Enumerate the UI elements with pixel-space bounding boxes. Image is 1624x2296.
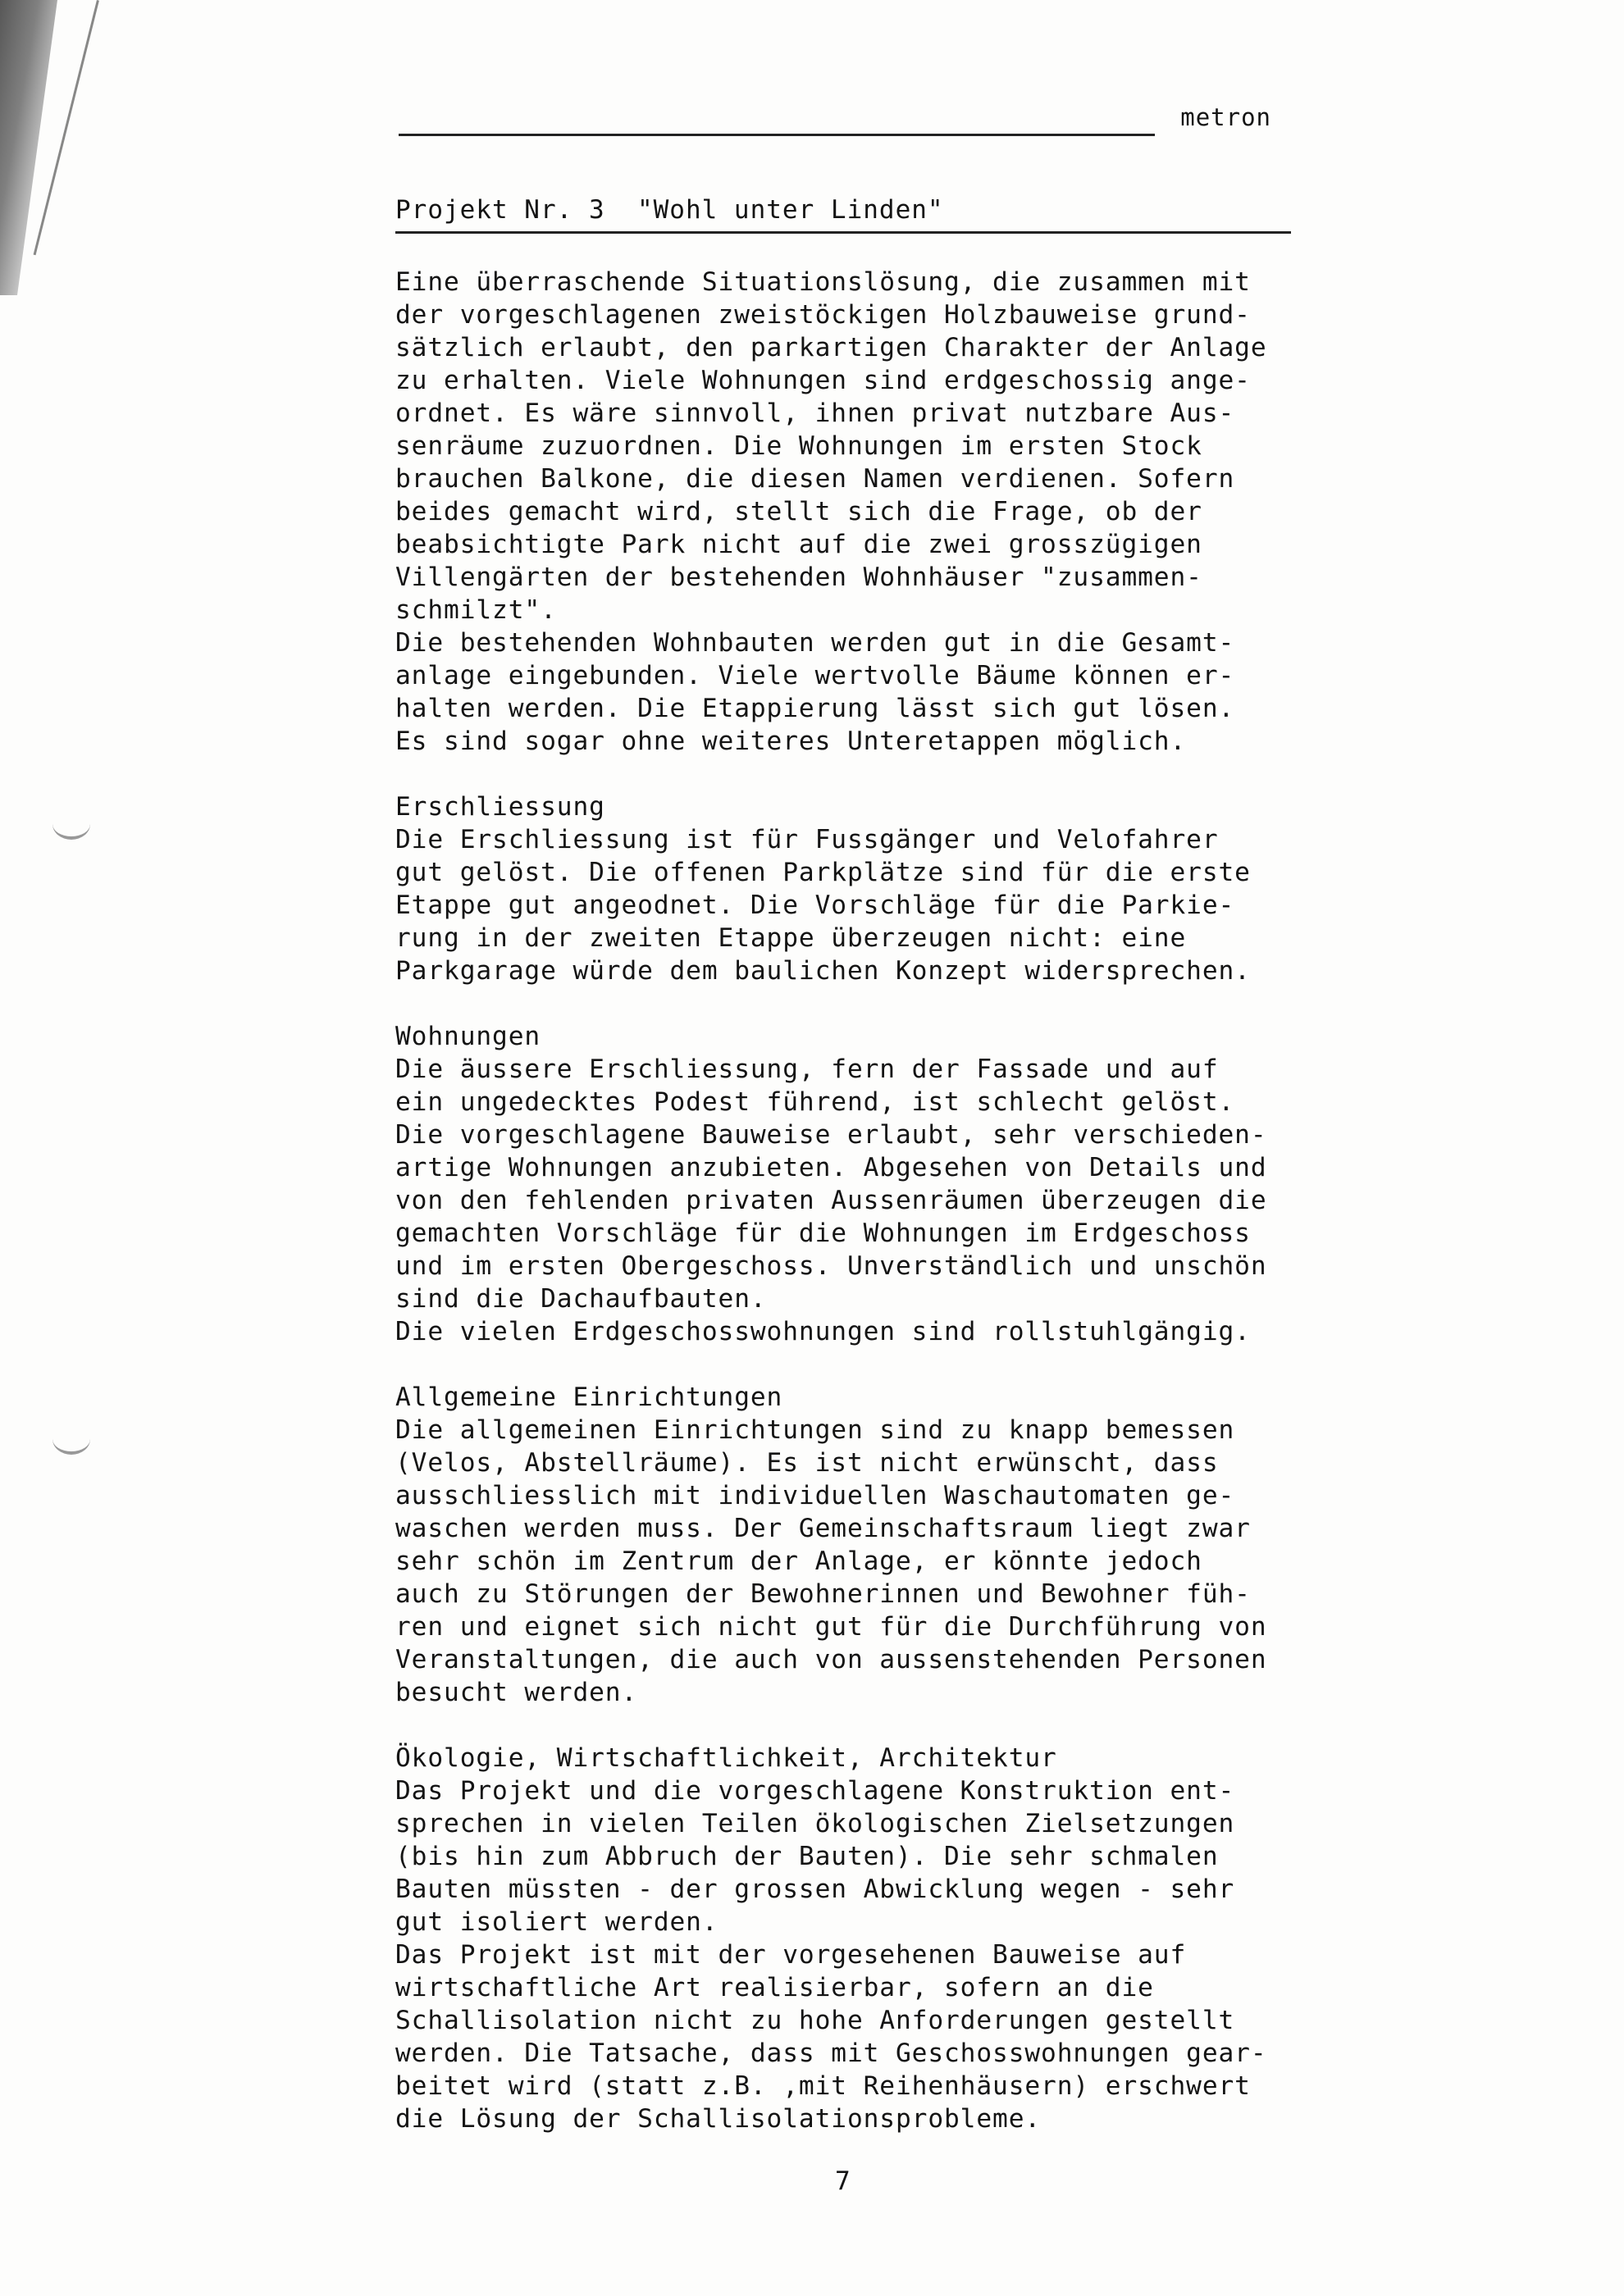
text-line: (Velos, Abstellräume). Es ist nicht erwünscht, dass (395, 1448, 1219, 1478)
text-line: beabsichtigte Park nicht auf die zwei grosszügigen (395, 530, 1202, 559)
text-line: ausschliesslich mit individuellen Waschautomaten ge- (395, 1481, 1235, 1510)
text-line: zu erhalten. Viele Wohnungen sind erdgeschossig ange- (395, 366, 1251, 395)
text-line: sehr schön im Zentrum der Anlage, er könnte jedoch (395, 1547, 1202, 1576)
text-line: anlage eingebunden. Viele wertvolle Bäume können er- (395, 661, 1235, 690)
body-text (395, 266, 1314, 2135)
text-line: waschen werden muss. Der Gemeinschaftsraum liegt zwar (395, 1514, 1251, 1543)
text-line: wirtschaftliche Art realisierbar, sofern an die (395, 1973, 1154, 2002)
text-line: Schallisolation nicht zu hohe Anforderungen gestellt (395, 2006, 1235, 2035)
text-line: Die Erschliessung ist für Fussgänger und Velofahrer (395, 825, 1219, 854)
project-title: Projekt Nr. 3 "Wohl unter Linden" (395, 195, 1291, 234)
text-line: artige Wohnungen anzubieten. Abgesehen von Details und (395, 1153, 1267, 1182)
text-line: Die bestehenden Wohnbauten werden gut in die Gesamt- (395, 628, 1235, 658)
text-line: sätzlich erlaubt, den parkartigen Charakter der Anlage (395, 333, 1267, 362)
page-number: 7 (835, 2166, 851, 2196)
text-line: Eine überraschende Situationslösung, die zusammen mit (395, 267, 1251, 297)
text-line: Bauten müssten - der grossen Abwicklung wegen - sehr (395, 1875, 1235, 1904)
binding-shadow (0, 0, 57, 295)
text-line: Veranstaltungen, die auch von aussenstehenden Personen (395, 1645, 1267, 1674)
text-line: brauchen Balkone, die diesen Namen verdienen. Sofern (395, 464, 1235, 494)
punch-hole-top (52, 809, 90, 840)
section-heading: Ökologie, Wirtschaftlichkeit, Architektur (395, 1743, 1057, 1773)
text-line: Die äussere Erschliessung, fern der Fassade und auf (395, 1055, 1219, 1084)
text-line: ordnet. Es wäre sinnvoll, ihnen privat nutzbare Aus- (395, 399, 1235, 428)
section-heading: Allgemeine Einrichtungen (395, 1383, 783, 1412)
text-line: rung in der zweiten Etappe überzeugen nicht: eine (395, 923, 1187, 953)
section-gap (395, 987, 1314, 1020)
text-line: senräume zuzuordnen. Die Wohnungen im ersten Stock (395, 431, 1202, 461)
text-line: gemachten Vorschläge für die Wohnungen im Erdgeschoss (395, 1219, 1251, 1248)
text-line: auch zu Störungen der Bewohnerinnen und Bewohner füh- (395, 1579, 1251, 1609)
text-line: gut gelöst. Die offenen Parkplätze sind für die erste (395, 858, 1251, 887)
text-line: Parkgarage würde dem baulichen Konzept widersprechen. (395, 956, 1251, 986)
text-line: der vorgeschlagenen zweistöckigen Holzbauweise grund- (395, 300, 1251, 330)
text-line: Die vorgeschlagene Bauweise erlaubt, sehr verschieden- (395, 1120, 1267, 1150)
text-line: beitet wird (statt z.B. ,mit Reihenhäusern) erschwert (395, 2071, 1251, 2101)
text-line: Es sind sogar ohne weiteres Unteretappen möglich. (395, 727, 1187, 756)
text-line: Villengärten der bestehenden Wohnhäuser "zusammen- (395, 563, 1202, 592)
text-line: und im ersten Obergeschoss. Unverständlich und unschön (395, 1251, 1267, 1281)
text-line: halten werden. Die Etappierung lässt sich gut lösen. (395, 694, 1235, 723)
section-heading: Erschliessung (395, 792, 605, 822)
text-line: die Lösung der Schallisolationsprobleme. (395, 2104, 1042, 2134)
text-line: gut isoliert werden. (395, 1907, 718, 1937)
text-line: von den fehlenden privaten Aussenräumen überzeugen die (395, 1186, 1267, 1215)
text-line: Das Projekt und die vorgeschlagene Konstruktion ent- (395, 1776, 1235, 1806)
text-line: Das Projekt ist mit der vorgesehenen Bauweise auf (395, 1940, 1187, 1970)
text-line: werden. Die Tatsache, dass mit Geschosswohnungen gear- (395, 2039, 1267, 2068)
page-header (399, 103, 1271, 136)
section-gap (395, 1348, 1314, 1381)
header-brand: metron (1180, 103, 1271, 131)
text-line: beides gemacht wird, stellt sich die Frage, ob der (395, 497, 1202, 526)
header-rule (399, 134, 1155, 136)
punch-hole-bottom (52, 1424, 90, 1455)
text-line: Etappe gut angeodnet. Die Vorschläge für die Parkie- (395, 891, 1235, 920)
text-line: ein ungedecktes Podest führend, ist schlecht gelöst. (395, 1087, 1235, 1117)
text-line: Die vielen Erdgeschosswohnungen sind rollstuhlgängig. (395, 1317, 1251, 1346)
text-line: ren und eignet sich nicht gut für die Durchführung von (395, 1612, 1267, 1642)
section-gap (395, 758, 1314, 790)
text-line: sind die Dachaufbauten. (395, 1284, 767, 1314)
section-gap (395, 1709, 1314, 1742)
text-line: sprechen in vielen Teilen ökologischen Zielsetzungen (395, 1809, 1235, 1838)
section-heading: Wohnungen (395, 1022, 541, 1051)
text-line: besucht werden. (395, 1678, 638, 1707)
text-line: schmilzt". (395, 595, 557, 625)
text-line: (bis hin zum Abbruch der Bauten). Die sehr schmalen (395, 1842, 1219, 1871)
text-line: Die allgemeinen Einrichtungen sind zu knapp bemessen (395, 1415, 1235, 1445)
